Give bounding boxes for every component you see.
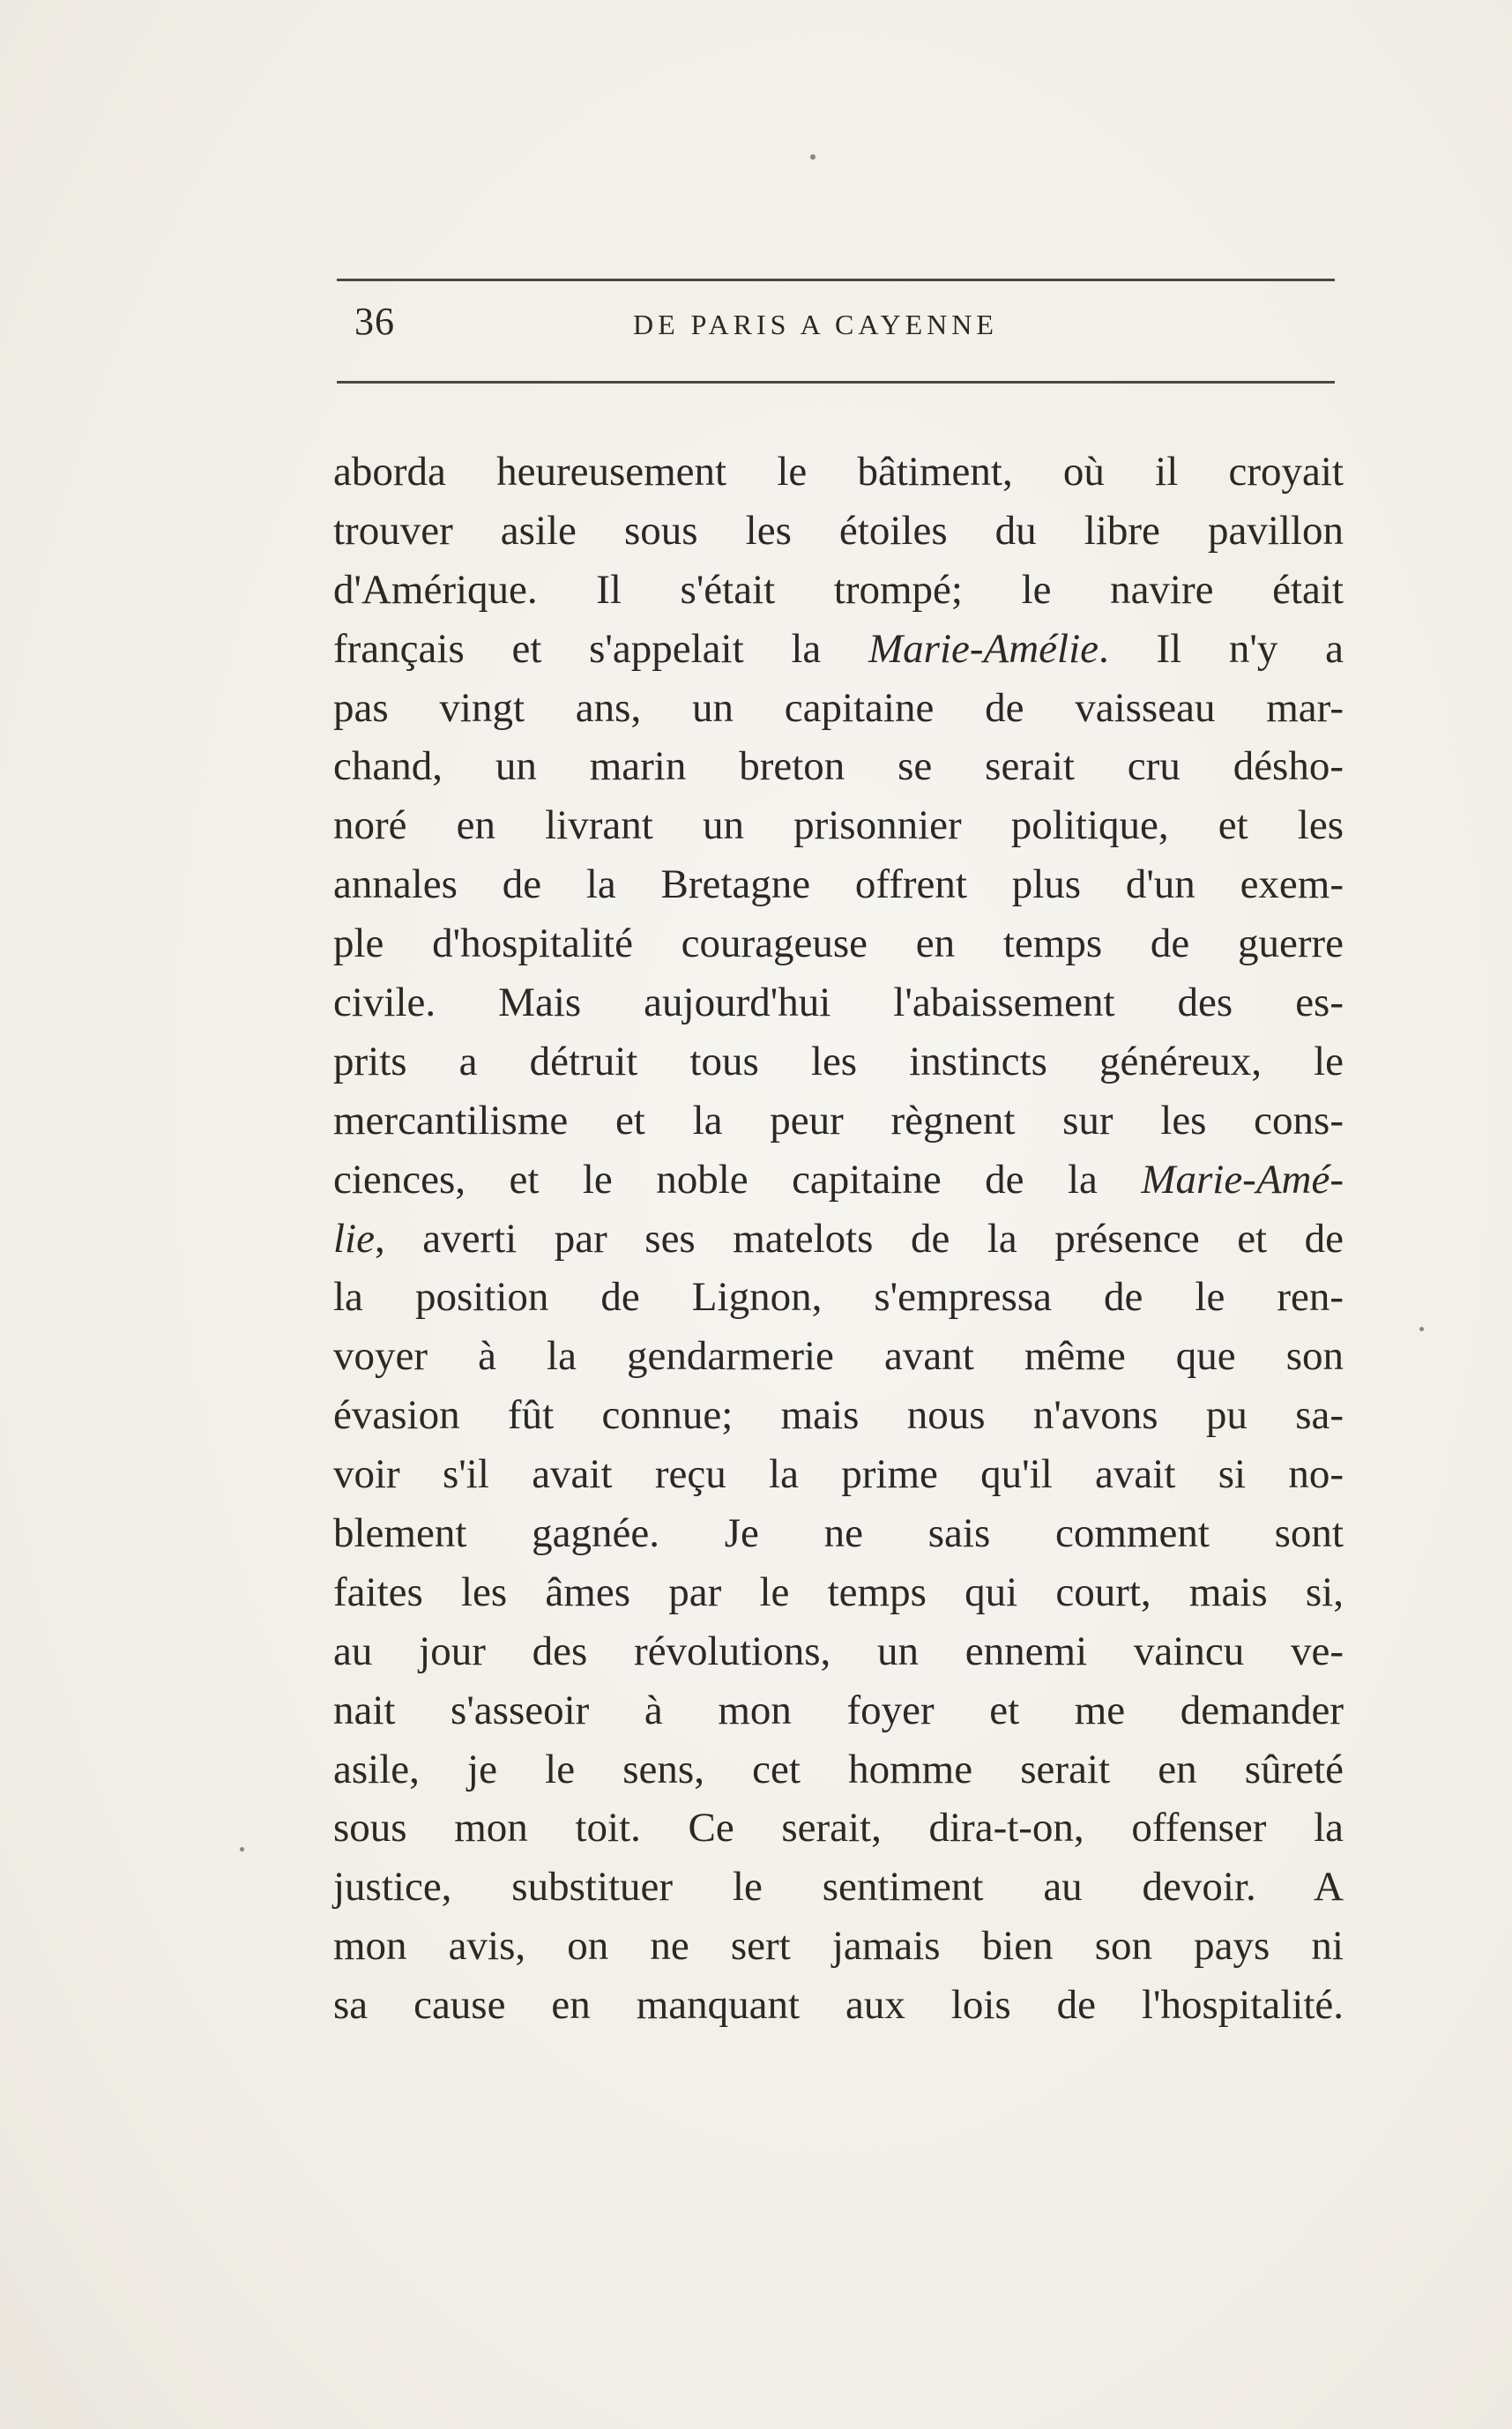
text-line bbox=[333, 1210, 1344, 1269]
text-line bbox=[333, 1740, 1344, 1799]
body-paragraph bbox=[333, 443, 1344, 2035]
text-line bbox=[333, 443, 1344, 502]
text-segment: sous mon toit. Ce serait, dira-t-on, offenser la bbox=[333, 1805, 1344, 1852]
text-line bbox=[333, 502, 1344, 561]
italic-text-segment: Marie-Amé- bbox=[1141, 1156, 1344, 1203]
text-line bbox=[333, 1327, 1344, 1386]
text-line bbox=[333, 1386, 1344, 1445]
paper-speck bbox=[1419, 1327, 1424, 1331]
text-segment: chand, un marin breton se serait cru désho- bbox=[333, 743, 1344, 790]
text-line bbox=[333, 561, 1344, 620]
italic-text-segment: lie bbox=[333, 1215, 375, 1262]
text-segment: , averti par ses matelots de la présence et de bbox=[374, 1215, 1344, 1262]
text-line bbox=[333, 620, 1344, 679]
text-line bbox=[333, 1917, 1344, 1976]
running-title: DE PARIS A CAYENNE bbox=[633, 309, 998, 340]
text-line bbox=[333, 1032, 1344, 1092]
text-line bbox=[333, 1268, 1344, 1327]
text-segment: . Il n'y a bbox=[1099, 625, 1344, 672]
text-line bbox=[333, 1445, 1344, 1504]
text-segment: ple d'hospitalité courageuse en temps de guerre bbox=[333, 920, 1344, 967]
text-segment: civile. Mais aujourd'hui l'abaissement des es- bbox=[333, 980, 1344, 1026]
paper-speck bbox=[810, 154, 816, 160]
text-segment: voir s'il avait reçu la prime qu'il avait si no- bbox=[333, 1451, 1344, 1498]
text-line bbox=[333, 1151, 1344, 1210]
text-segment: trouver asile sous les étoiles du libre pavillon bbox=[333, 507, 1344, 554]
text-segment: sa cause en manquant aux lois de l'hospitalité. bbox=[333, 1982, 1344, 2029]
text-line bbox=[333, 1976, 1344, 2035]
text-segment: faites les âmes par le temps qui court, mais si, bbox=[333, 1568, 1344, 1615]
text-segment: ciences, et le noble capitaine de la bbox=[333, 1156, 1142, 1203]
text-line bbox=[333, 737, 1344, 796]
text-segment: pas vingt ans, un capitaine de vaisseau mar- bbox=[333, 684, 1344, 731]
paper-speck bbox=[240, 1847, 244, 1852]
text-segment: nait s'asseoir à mon foyer et me demander bbox=[333, 1687, 1344, 1733]
text-segment: aborda heureusement le bâtiment, où il croyait bbox=[333, 449, 1344, 495]
text-segment: prits a détruit tous les instincts généreux, le bbox=[333, 1038, 1344, 1084]
text-segment: mon avis, on ne sert jamais bien son pays ni bbox=[333, 1923, 1344, 1970]
text-line bbox=[333, 1092, 1344, 1151]
text-segment: évasion fût connue; mais nous n'avons pu sa- bbox=[333, 1392, 1344, 1439]
text-line bbox=[333, 1681, 1344, 1740]
text-line bbox=[333, 679, 1344, 738]
text-segment: voyer à la gendarmerie avant même que son bbox=[333, 1333, 1344, 1380]
text-segment: mercantilisme et la peur règnent sur les cons- bbox=[333, 1097, 1344, 1144]
header-rule-top bbox=[337, 279, 1335, 281]
text-segment: justice, substituer le sentiment au devoir. A bbox=[333, 1864, 1344, 1911]
text-segment: blement gagnée. Je ne sais comment sont bbox=[333, 1510, 1344, 1557]
text-line bbox=[333, 914, 1344, 973]
text-line bbox=[333, 1799, 1344, 1858]
text-line bbox=[333, 1622, 1344, 1681]
text-segment: au jour des révolutions, un ennemi vaincu ve- bbox=[333, 1628, 1344, 1674]
text-segment: d'Amérique. Il s'était trompé; le navire était bbox=[333, 566, 1344, 613]
text-segment: français et s'appelait la bbox=[333, 625, 868, 672]
text-line bbox=[333, 855, 1344, 914]
text-line bbox=[333, 1858, 1344, 1917]
text-segment: noré en livrant un prisonnier politique, et les bbox=[333, 802, 1344, 849]
italic-text-segment: Marie-Amélie bbox=[868, 625, 1099, 672]
header-rule-bottom bbox=[337, 381, 1335, 384]
text-segment: la position de Lignon, s'empressa de le ren- bbox=[333, 1274, 1344, 1321]
text-line bbox=[333, 973, 1344, 1032]
page-number: 36 bbox=[354, 300, 395, 343]
text-line bbox=[333, 796, 1344, 855]
text-line bbox=[333, 1563, 1344, 1622]
text-segment: annales de la Bretagne offrent plus d'un exem- bbox=[333, 861, 1344, 908]
text-line bbox=[333, 1504, 1344, 1563]
text-segment: asile, je le sens, cet homme serait en sûreté bbox=[333, 1746, 1344, 1792]
